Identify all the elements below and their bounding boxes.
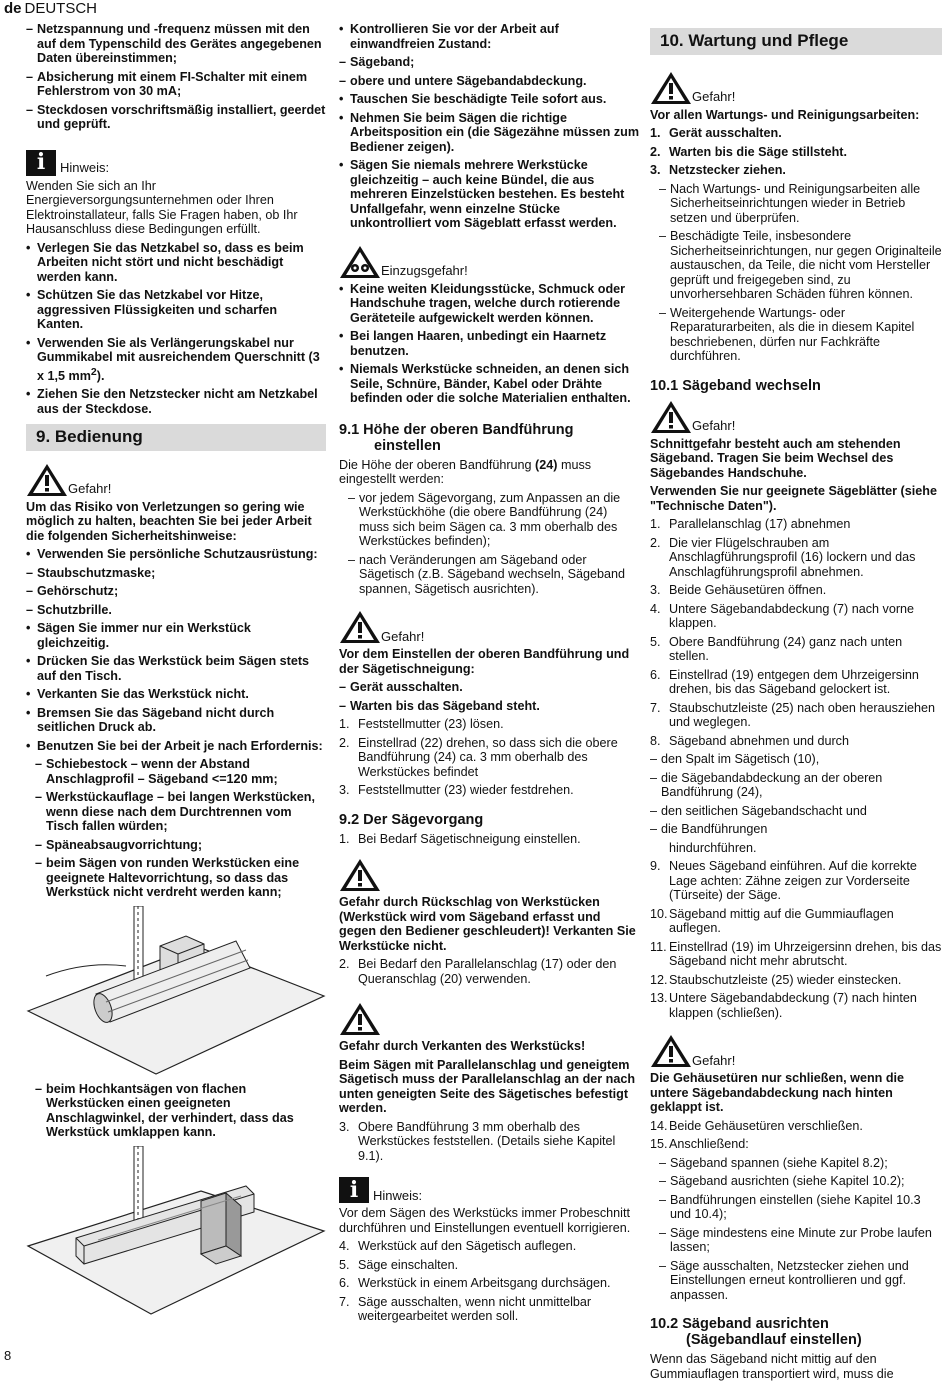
list-item: – Säge mindestens eine Minute zur Probe laufen lassen; xyxy=(650,1226,942,1255)
step-number: 6. xyxy=(650,667,661,682)
step-number: 15. xyxy=(650,1137,668,1151)
paragraph: hindurchführen. xyxy=(669,840,757,855)
section-heading: 10. Wartung und Pflege xyxy=(650,28,942,55)
warning-icon xyxy=(339,858,381,892)
step-item xyxy=(339,957,639,986)
paragraph: Schnittgefahr besteht auch am stehenden Sägeband. Tragen Sie beim Wechsel des Sägebandes Handschuhe. xyxy=(650,436,901,480)
pull-in-label: Einzugsgefahr! xyxy=(381,263,468,278)
step-number: 13. xyxy=(650,991,668,1005)
step-number: 4. xyxy=(339,1239,350,1253)
danger-label: Gefahr! xyxy=(692,1052,736,1068)
pull-in-warning-icon xyxy=(339,245,381,279)
list-item: – die Bandführungen xyxy=(650,822,942,837)
step-text: Säge einschalten. xyxy=(358,1257,459,1272)
list-item: – Sägeband; xyxy=(339,55,639,70)
step-number: 14. xyxy=(650,1118,668,1133)
subsection-title: 10.2 Sägeband ausrichten xyxy=(650,1316,829,1332)
hint-box xyxy=(339,1177,639,1203)
danger-notice xyxy=(339,858,639,892)
list-item: • Verwenden Sie persönliche Schutzausrüstung: xyxy=(26,547,326,562)
list-item: – Werkstückauflage – bei langen Werkstücken, wenn diese nach dem Durchtrennen vom Tisch fallen würden; xyxy=(26,790,326,834)
column-middle xyxy=(339,22,639,1328)
hint-box xyxy=(26,150,326,176)
list-item: – Säge ausschalten, Netzstecker ziehen und Einstellungen erneut kontrollieren und ggf. anpassen. xyxy=(650,1259,942,1303)
danger-label: Gefahr! xyxy=(381,628,425,644)
list-item-text: Verwenden Sie als Verlängerungskabel nur Gummikabel mit ausreichendem Querschnitt (3 x 1,5 mm xyxy=(37,335,320,383)
step-item xyxy=(650,734,942,749)
list-item: – obere und untere Sägebandabdeckung. xyxy=(339,74,639,89)
danger-text: Beim Sägen mit Parallelanschlag und geneigtem Sägetisch muss der Parallelanschlag an der nach unten geneigten Seite des Sägetisches befestigt werden. xyxy=(339,1057,636,1115)
step-text: Einstellrad (19) im Uhrzeigersinn drehen, bis das Sägeband nicht mehr abrutscht. xyxy=(669,939,942,968)
step-item xyxy=(650,907,942,936)
step-text: Neues Sägeband einführen. Auf die korrekte Lage achten: Zähne zeigen zur Vorderseite (Türseite) der Säge. xyxy=(669,859,917,902)
step-number: 7. xyxy=(339,1294,350,1309)
list-item: • Kontrollieren Sie vor der Arbeit auf einwandfreien Zustand: xyxy=(339,22,639,51)
step-text: Parallelanschlag (17) abnehmen xyxy=(669,517,851,531)
step-number: 2. xyxy=(650,144,661,159)
list-item xyxy=(26,336,326,384)
step-text: Die vier Flügelschrauben am Anschlagführungsprofil (16) lockern und das Anschlagführungsprofil abnehmen. xyxy=(669,535,916,579)
list-item: • Sägen Sie immer nur ein Werkstück gleichzeitig. xyxy=(26,621,326,650)
info-icon: i xyxy=(26,150,56,176)
step-item xyxy=(650,991,942,1020)
step-number: 4. xyxy=(650,601,661,616)
danger-notice xyxy=(339,1002,639,1036)
step-text: Untere Sägebandabdeckung (7) nach hinten klappen (schließen). xyxy=(669,991,917,1020)
superscript: 2 xyxy=(90,365,97,378)
step-text: Untere Sägebandabdeckung (7) nach vorne klappen. xyxy=(669,601,915,630)
step-text: Feststellmutter (23) lösen. xyxy=(358,717,504,731)
warning-icon xyxy=(650,1034,692,1068)
step-number: 7. xyxy=(650,700,661,715)
list-item: – den seitlichen Sägebandschacht und xyxy=(650,804,942,819)
language-code: de xyxy=(4,0,22,17)
list-item: – vor jedem Sägevorgang, zum Anpassen an die Werkstückhöhe (die obere Bandführung (24) muss sich beim Sägen ca. 3 mm oberhalb des Werkstückes befinden); xyxy=(339,491,639,549)
subsection-title: (Sägebandlauf einstellen) xyxy=(686,1332,862,1348)
list-item: – Staubschutzmaske; xyxy=(26,566,326,581)
step-text: Werkstück auf den Sägetisch auflegen. xyxy=(358,1239,577,1253)
step-item xyxy=(650,583,942,598)
list-item: – Weitergehende Wartungs- oder Reparaturarbeiten, als die in diesem Kapitel beschriebenen, dürfen nur Fachkräfte durchführen. xyxy=(650,306,942,364)
danger-text: Gefahr durch Rückschlag von Werkstücken (Werkstück wird vom Sägeband erfasst und gegen den Bediener geschleudert)! Verkanten Sie Werkstücke nicht. xyxy=(339,895,636,953)
paragraph: Die Gehäusetüren nur schließen, wenn die untere Sägebandabdeckung nach hinten geklappt ist. xyxy=(650,1071,905,1114)
step-number: 3. xyxy=(650,583,661,597)
list-item: – den Spalt im Sägetisch (10), xyxy=(650,752,942,767)
list-item: – Warten bis das Sägeband steht. xyxy=(339,699,639,714)
step-number: 2. xyxy=(650,535,661,550)
list-item: – Gerät ausschalten. xyxy=(339,680,639,695)
step-item xyxy=(339,783,639,798)
step-text: Einstellrad (22) drehen, so dass sich die obere Bandführung (24) ca. 3 mm oberhalb des Werkstückes befindet xyxy=(358,735,618,779)
subsection-heading: 9.2 Der Sägevorgang xyxy=(339,811,484,828)
paragraph: Wenn das Sägeband nicht mittig auf den Gummiauflagen transportiert wird, muss die xyxy=(650,1352,894,1381)
list-item: – Netzspannung und -frequenz müssen mit den auf dem Typenschild des Gerätes angegebenen Daten übereinstimmen; xyxy=(26,22,326,66)
step-number: 12. xyxy=(650,972,668,987)
list-item: • Verlegen Sie das Netzkabel so, dass es beim Arbeiten nicht stört und nicht beschädigt werden kann. xyxy=(26,241,326,285)
hint-label: Hinweis: xyxy=(60,160,110,175)
step-number: 1. xyxy=(650,126,661,140)
paragraph xyxy=(339,458,639,487)
figure-angle-stop xyxy=(26,1146,326,1316)
list-item: • Bei langen Haaren, unbedingt ein Haarnetz benutzen. xyxy=(339,329,639,358)
list-item: • Drücken Sie das Werkstück beim Sägen stets auf den Tisch. xyxy=(26,654,326,683)
paragraph: Vor allen Wartungs- und Reinigungsarbeiten: xyxy=(650,107,920,122)
list-item: – Absicherung mit einem FI-Schalter mit einem Fehlerstrom von 30 mA; xyxy=(26,70,326,99)
danger-label: Gefahr! xyxy=(68,481,112,497)
list-item: • Bremsen Sie das Sägeband nicht durch seitlichen Druck ab. xyxy=(26,706,326,735)
step-number: 5. xyxy=(339,1257,350,1272)
subsection-title: 9.1 Höhe der oberen Bandführung xyxy=(339,421,574,438)
list-item: – Sägeband ausrichten (siehe Kapitel 10.2); xyxy=(650,1174,942,1189)
step-item xyxy=(650,517,942,532)
step-item xyxy=(339,1120,639,1164)
list-item: • Ziehen Sie den Netzstecker nicht am Netzkabel aus der Steckdose. xyxy=(26,387,326,416)
danger-notice xyxy=(650,1034,942,1068)
subsection-heading xyxy=(650,1316,942,1348)
list-item: – Schutzbrille. xyxy=(26,603,326,618)
warning-icon xyxy=(650,400,692,434)
step-text: Beide Gehäusetüren verschließen. xyxy=(669,1118,863,1133)
step-number: 3. xyxy=(339,1119,350,1134)
step-item xyxy=(650,602,942,631)
danger-notice xyxy=(26,463,326,497)
step-number: 10. xyxy=(650,906,668,921)
text: muss eingestellt werden: xyxy=(339,457,592,486)
subsection-title: einstellen xyxy=(374,437,441,454)
list-item: – Nach Wartungs- und Reinigungsarbeiten alle Sicherheitseinrichtungen wieder in Betrieb setzen und überprüfen. xyxy=(650,182,942,226)
list-item: – Gehörschutz; xyxy=(26,584,326,599)
step-item xyxy=(339,736,639,780)
step-number: 8. xyxy=(650,733,661,748)
danger-notice xyxy=(650,71,942,105)
paragraph: Um das Risiko von Verletzungen so gering wie möglich zu halten, beachten Sie bei jeder Arbeit die folgenden Sicherheitshinweise: xyxy=(26,499,312,543)
step-text: Obere Bandführung (24) ganz nach unten stellen. xyxy=(669,634,903,663)
step-number: 1. xyxy=(339,717,350,731)
list-item: – Steckdosen vorschriftsmäßig installiert, geerdet und geprüft. xyxy=(26,103,326,132)
list-item: – beim Hochkantsägen von flachen Werkstücken einen geeigneten Anschlagwinkel, der verhindert, dass das Werkstück umklappen kann. xyxy=(26,1082,326,1140)
step-text: Bei Bedarf den Parallelanschlag (17) oder den Queranschlag (20) verwenden. xyxy=(358,957,617,986)
danger-label: Gefahr! xyxy=(692,89,736,104)
step-text: Staubschutzleiste (25) nach oben herausziehen und weglegen. xyxy=(669,700,936,729)
step-item xyxy=(650,163,942,178)
list-item: • Tauschen Sie beschädigte Teile sofort aus. xyxy=(339,92,639,107)
step-text: Obere Bandführung 3 mm oberhalb des Werkstückes feststellen. (Details siehe Kapitel 9.1). xyxy=(358,1119,616,1163)
step-text: Beide Gehäusetüren öffnen. xyxy=(669,583,827,597)
list-item: – beim Sägen von runden Werkstücken eine geeignete Haltevorrichtung, so dass das Werkstück nicht verdreht werden kann; xyxy=(26,856,326,900)
info-icon: i xyxy=(339,1177,369,1203)
step-text: Säge ausschalten, wenn nicht unmittelbar weitergearbeitet werden soll. xyxy=(358,1294,592,1323)
list-item: – die Sägebandabdeckung an der oberen Bandführung (24), xyxy=(650,771,942,800)
step-item xyxy=(650,973,942,988)
step-text: Warten bis die Säge stillsteht. xyxy=(669,144,847,159)
step-item xyxy=(339,832,639,847)
danger-label: Gefahr! xyxy=(692,418,736,433)
list-item: • Benutzen Sie bei der Arbeit je nach Erfordernis: xyxy=(26,739,326,754)
hint-text: Wenden Sie sich an Ihr Energieversorgungsunternehmen oder Ihren Elektroinstallateur, falls Sie Fragen haben, ob Ihr Hausanschluss diese Bedingungen erfüllt. xyxy=(26,178,298,236)
step-text: Anschließend: xyxy=(669,1137,749,1151)
pull-in-notice xyxy=(339,245,639,279)
warning-icon xyxy=(26,463,68,497)
step-item xyxy=(339,1258,639,1273)
list-item: • Verkanten Sie das Werkstück nicht. xyxy=(26,687,326,702)
step-text: Einstellrad (19) entgegen dem Uhrzeigersinn drehen, bis das Sägeband gelockert ist. xyxy=(669,667,919,696)
list-item: • Niemals Werkstücke schneiden, an denen sich Seile, Schnüre, Bänder, Kabel oder Drähte befinden oder die solche Materialien enthalten. xyxy=(339,362,639,406)
step-number: 5. xyxy=(650,634,661,649)
step-text: Feststellmutter (23) wieder festdrehen. xyxy=(358,783,574,797)
step-item xyxy=(650,668,942,697)
step-text: Netzstecker ziehen. xyxy=(669,163,786,177)
list-item: – Bandführungen einstellen (siehe Kapitel 10.3 und 10.4); xyxy=(650,1193,942,1222)
step-text: Staubschutzleiste (25) wieder einstecken. xyxy=(669,972,902,987)
step-text: Sägeband abnehmen und durch xyxy=(669,733,849,748)
step-item xyxy=(650,1119,942,1134)
step-number: 6. xyxy=(339,1276,350,1290)
list-item: – Sägeband spannen (siehe Kapitel 8.2); xyxy=(650,1156,942,1171)
step-number: 9. xyxy=(650,859,661,873)
paragraph: Vor dem Einstellen der oberen Bandführung und der Sägetischneigung: xyxy=(339,647,630,676)
step-item xyxy=(650,536,942,580)
column-right xyxy=(650,22,942,1385)
step-item xyxy=(650,1137,942,1152)
step-item xyxy=(650,635,942,664)
section-heading: 9. Bedienung xyxy=(26,424,326,451)
step-number: 11. xyxy=(650,939,667,954)
figure-round-workpiece xyxy=(26,906,326,1076)
list-item: – Beschädigte Teile, insbesondere Sicherheitseinrichtungen, nur gegen Originalteile austauschen, da Teile, die nicht vom Hersteller geprüft und freigegeben sind, zu unvorhersehbaren Schäden führen können. xyxy=(650,229,942,302)
step-item xyxy=(650,126,942,141)
warning-icon xyxy=(339,1002,381,1036)
subsection-heading xyxy=(339,422,639,454)
list-item: • Schützen Sie das Netzkabel vor Hitze, aggressiven Flüssigkeiten und scharfen Kanten. xyxy=(26,288,326,332)
hint-label: Hinweis: xyxy=(373,1187,423,1203)
step-number: 2. xyxy=(339,735,350,750)
list-item: – nach Veränderungen am Sägeband oder Sägetisch (z.B. Sägeband wechseln, Sägeband spannen, Sägetisch ausrichten). xyxy=(339,553,639,597)
step-number: 1. xyxy=(650,517,661,531)
step-number: 3. xyxy=(650,163,661,177)
language-title: DEUTSCH xyxy=(24,0,98,17)
list-item-text: ). xyxy=(96,368,105,383)
text: (24) xyxy=(535,457,558,472)
step-item xyxy=(650,145,942,160)
step-item xyxy=(650,940,942,969)
step-number: 2. xyxy=(339,957,350,971)
page-number: 8 xyxy=(4,1348,12,1363)
step-text: Sägeband mittig auf die Gummiauflagen auflegen. xyxy=(669,906,894,935)
step-item xyxy=(650,859,942,903)
list-item: – Späneabsaugvorrichtung; xyxy=(26,838,326,853)
column-left xyxy=(26,22,326,1322)
step-number: 3. xyxy=(339,783,350,797)
step-text: Bei Bedarf Sägetischneigung einstellen. xyxy=(358,831,581,846)
step-item xyxy=(339,717,639,732)
step-item xyxy=(339,1295,639,1324)
warning-icon xyxy=(339,610,381,644)
text: Die Höhe der oberen Bandführung xyxy=(339,457,536,472)
warning-icon xyxy=(650,71,692,105)
step-text: Werkstück in einem Arbeitsgang durchsägen. xyxy=(358,1276,611,1290)
list-item: • Keine weiten Kleidungsstücke, Schmuck oder Handschuhe tragen, welche durch rotierende Geräteteile aufgewickelt werden können. xyxy=(339,282,639,326)
subsection-heading: 10.1 Sägeband wechseln xyxy=(650,377,821,394)
list-item: • Nehmen Sie beim Sägen die richtige Arbeitsposition ein (die Sägezähne müssen zum Bediener zeigen). xyxy=(339,111,639,155)
list-item: • Sägen Sie niemals mehrere Werkstücke gleichzeitig – auch keine Bündel, die aus mehreren Einzelstücken bestehen. Es besteht Unfallgefahr, wenn einzelne Stücke unkontrolliert vom Sägeblatt erfasst werden. xyxy=(339,158,639,231)
step-number: 1. xyxy=(339,831,350,846)
hint-text: Vor dem Sägen des Werkstücks immer Probeschnitt durchführen und Einstellungen eventuell korrigieren. xyxy=(339,1206,631,1235)
page-header xyxy=(4,0,97,17)
step-item xyxy=(339,1276,639,1291)
list-item: – Schiebestock – wenn der Abstand Anschlagprofil – Sägeband <=120 mm; xyxy=(26,757,326,786)
step-item xyxy=(650,701,942,730)
danger-label: Gefahr durch Verkanten des Werkstücks! xyxy=(339,1039,586,1053)
step-item xyxy=(339,1239,639,1254)
danger-notice xyxy=(339,610,639,644)
paragraph: Verwenden Sie nur geeignete Sägeblätter (siehe "Technische Daten"). xyxy=(650,484,937,513)
step-text: Gerät ausschalten. xyxy=(669,126,782,140)
danger-notice xyxy=(650,400,942,434)
